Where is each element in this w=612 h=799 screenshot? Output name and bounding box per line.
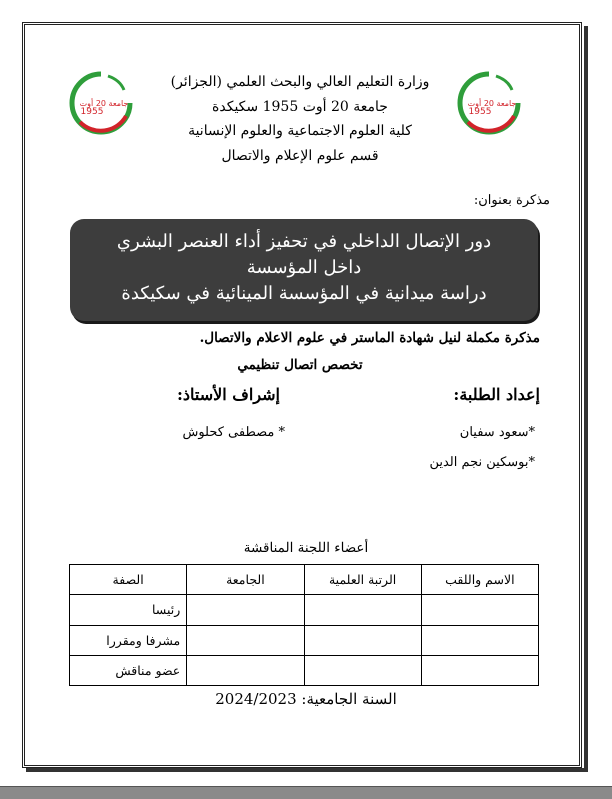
table-row: [70, 655, 539, 685]
table-row: [70, 625, 539, 655]
column-header: الجامعة: [187, 565, 304, 595]
thesis-title-box: [70, 219, 538, 321]
committee-title: أعضاء اللجنة المناقشة: [243, 540, 369, 556]
table-cell: [421, 655, 538, 685]
institution-header: [150, 70, 450, 168]
table-cell: [304, 595, 421, 625]
table-header-row: [70, 565, 539, 595]
thesis-title-line-3: دراسة ميدانية في المؤسسة المينائية في سكيكدة: [121, 283, 487, 304]
university-logo-right: [456, 70, 522, 136]
memo-label: مذكرة بعنوان:: [473, 193, 550, 208]
thesis-title-line-1: دور الإتصال الداخلي في تحفيز أداء العنصر البشري: [116, 231, 492, 252]
student-name: *بوسكين نجم الدين: [429, 455, 535, 470]
student-name: *سعود سفيان: [459, 425, 535, 440]
column-header: الصفة: [70, 565, 187, 595]
ministry-line: وزارة التعليم العالي والبحث العلمي (الجزائر): [170, 74, 430, 90]
table-cell: [304, 625, 421, 655]
role-cell: مشرفا ومقررا: [70, 625, 187, 655]
page-shadow-bottom: [26, 768, 588, 772]
table-cell: [421, 595, 538, 625]
department-line: قسم علوم الإعلام والاتصال: [221, 147, 379, 164]
faculty-line: كلية العلوم الاجتماعية والعلوم الإنسانية: [188, 123, 412, 139]
logo-swoosh: [108, 76, 124, 90]
role-cell: رئيسا: [70, 595, 187, 625]
logo-year: 1955: [468, 107, 492, 117]
table-cell: [187, 655, 304, 685]
students-label: إعداد الطلبة:: [453, 385, 540, 404]
university-logo-left: [68, 70, 134, 136]
table-cell: [187, 625, 304, 655]
column-header: الرتبة العلمية: [304, 565, 421, 595]
table-cell: [421, 625, 538, 655]
logo-year: 1955: [80, 107, 104, 117]
table-row: [70, 595, 539, 625]
university-line: جامعة 20 أوت 1955 سكيكدة: [212, 98, 388, 115]
committee-table: [69, 564, 539, 686]
table-cell: [187, 595, 304, 625]
supervisor-name: * مصطفى كحلوش: [182, 425, 285, 440]
degree-subtitle: مذكرة مكملة لنيل شهادة الماستر في علوم الاعلام والاتصال.: [199, 330, 540, 346]
thesis-title-line-2: داخل المؤسسة: [246, 257, 362, 278]
specialty: تخصص اتصال تنظيمي: [237, 357, 363, 373]
role-cell: عضو مناقش: [70, 655, 187, 685]
table-cell: [304, 655, 421, 685]
logo-text: جامعة 20 أوت: [467, 99, 517, 108]
viewer-bottom-bar: [0, 786, 612, 799]
logo-text: جامعة 20 أوت: [79, 99, 129, 108]
page-shadow-right: [584, 26, 588, 770]
supervisor-label: إشراف الأستاذ:: [177, 385, 280, 404]
column-header: الاسم واللقب: [421, 565, 538, 595]
academic-year: السنة الجامعية: 2024/2023: [215, 690, 397, 708]
logo-swoosh: [496, 76, 512, 90]
